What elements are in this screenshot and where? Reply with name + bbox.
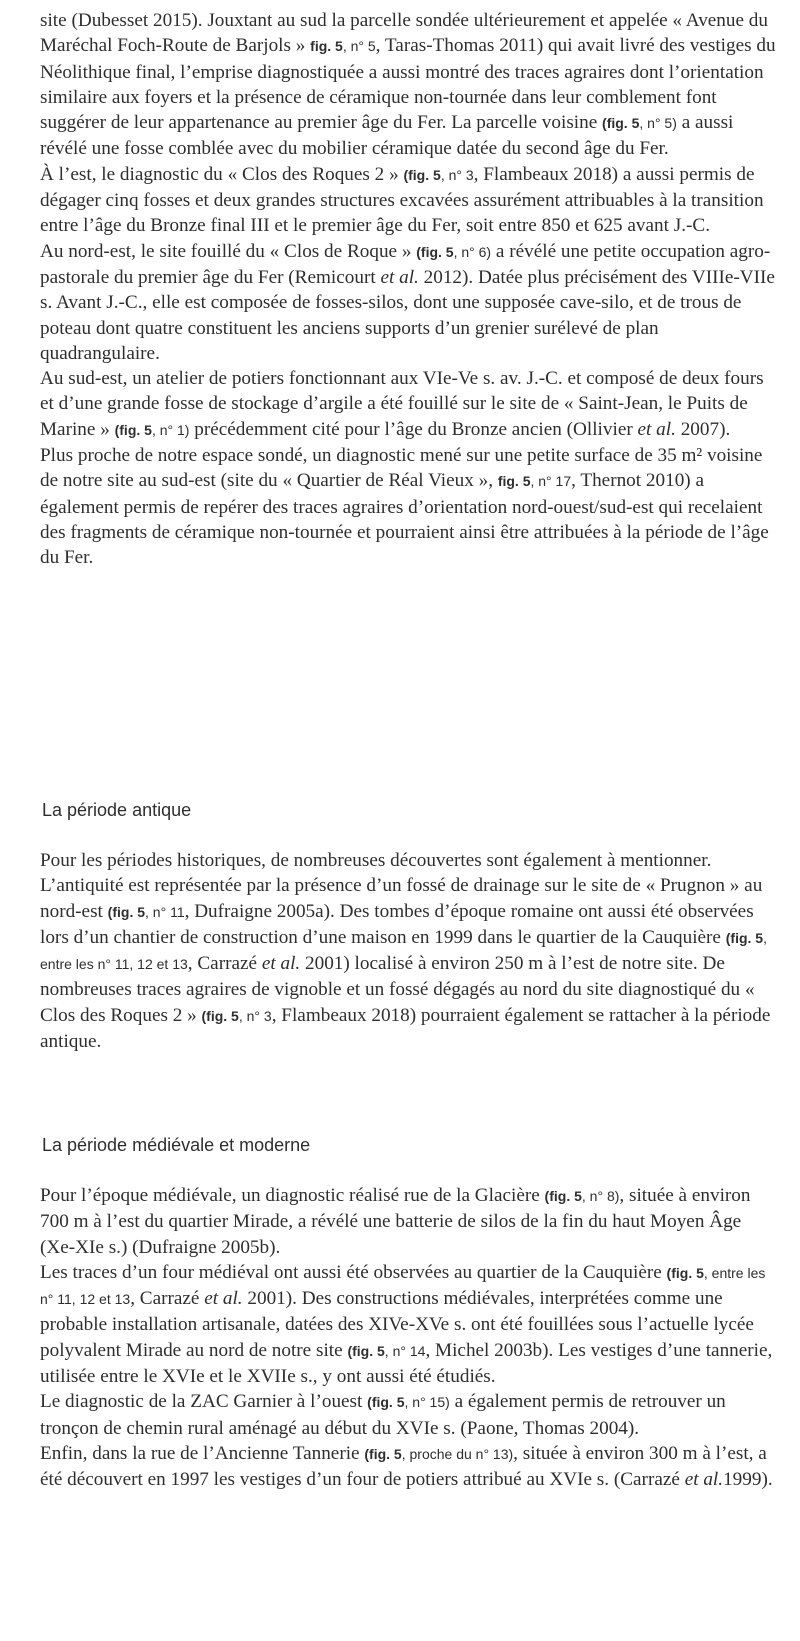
figure-reference [498, 473, 571, 489]
text-run: Pour l’époque médiévale, un diagnostic réalisé rue de la Glacière [40, 1185, 545, 1206]
italic-text: et al. [204, 1288, 243, 1310]
figure-label: (fig. 5 [347, 1342, 385, 1359]
figure-label: (fig. 5 [403, 166, 441, 183]
figure-number: , n° 3 [238, 1007, 272, 1024]
text-run: Le diagnostic de la ZAC Garnier à l’ouest [40, 1391, 368, 1413]
figure-label: (fig. 5 [114, 421, 152, 438]
text-run: Au nord-est, le site fouillé du « Clos de Roque » [40, 240, 417, 262]
text-run: Les traces d’un four médiéval ont aussi été observées au quartier de la Cauquière [40, 1261, 667, 1283]
paragraph [40, 162, 780, 239]
figure-number: , n° 6) [453, 243, 492, 260]
text-run: , Michel 2003b). Les vestiges d’une tannerie, utilisée entre le XVIe et le XVIIe s., y ont aussi été étudiés. [40, 1339, 773, 1388]
text-run: , située à environ 300 m à l’est, a été découvert en 1997 les vestiges d’un four de potiers attribué au XVIe s. (Carrazé [40, 1442, 767, 1491]
text-run: , Flambeaux 2018) pourraient également se rattacher à la période antique. [40, 1004, 771, 1053]
text-run: site (Dubesset 2015). Jouxtant au sud la parcelle sondée ultérieurement et appelée « Avenue du Maréchal Foch-Route de Barjols » [40, 10, 768, 57]
figure-label: (fig. 5 [725, 929, 764, 946]
figure-reference [602, 115, 677, 131]
paragraph [40, 1389, 780, 1441]
figure-label: (fig. 5 [602, 115, 640, 132]
figure-reference [403, 167, 473, 183]
text-run: Enfin, dans la rue de l’Ancienne Tannerie [40, 1442, 365, 1464]
paragraph [40, 1260, 780, 1389]
text-run: Pour les périodes historiques, de nombreuses découvertes sont également à mentionner. L’antiquité est représentée par la présence d’un fossé de drainage sur le site de « Prugnon » au nord-est [40, 850, 763, 922]
text-run: 2007). [675, 418, 731, 440]
figure-label: (fig. 5 [416, 243, 454, 260]
text-run: , Thernot 2010) a également permis de repérer des traces agraires d’orientation nord-ouest/sud-est qui recelaient des fragments de céramique non-tournée et pourraient ainsi être attribuées à la période de l’âge du Fer. [40, 470, 769, 569]
figure-reference [108, 904, 185, 920]
italic-text: et al. [684, 1469, 724, 1491]
text-run: a aussi révélé une fosse comblée avec du mobilier céramique datée du second âge du Fer. [40, 112, 734, 160]
paragraph [40, 366, 780, 443]
figure-label: fig. 5 [497, 473, 531, 490]
text-run: , Flambeaux 2018) a aussi permis de dégager cinq fosses et deux grandes structures excavées assurément attribuables à la transition entre l’âge du Bronze final III et le premier âge du Fer, soit entre 850 et 625 avant J.-C. [40, 163, 764, 237]
paragraph [40, 239, 780, 366]
figure-number: , n° 17 [530, 473, 572, 490]
text-run: a révélé une petite occupation agro-pastorale du premier âge du Fer (Remicourt [40, 240, 771, 288]
text-run: précédemment cité pour l’âge du Bronze ancien (Ollivier [189, 418, 638, 440]
figure-label: (fig. 5 [544, 1188, 582, 1204]
figure-label: (fig. 5 [666, 1264, 704, 1281]
figure-reference [115, 422, 190, 438]
figure-number: , n° 5) [639, 115, 677, 132]
figure-number: , n° 8) [581, 1188, 620, 1204]
figure-reference [347, 1343, 425, 1359]
figure-number: , proche du n° 13) [401, 1445, 514, 1462]
text-run: 2001) localisé à environ 250 m à l’est de notre site. De nombreuses traces agraires de vignoble et un fossé dégagés au nord du site diagnostiqué du « Clos des Roques 2 » [40, 953, 755, 1026]
text-run: 2001). Des constructions médiévales, interprétées comme une probable installation artisanale, datées des XIVe-XVe s. ont été fouillées sous l’actuelle lycée polyvalent Mirade au nord de notre site [40, 1288, 754, 1361]
figure-number: , n° 1) [151, 421, 190, 438]
figure-number: , n° 5 [342, 38, 376, 55]
text-run: , située à environ 700 m à l’est du quartier Mirade, a révélé une batterie de silos de la fin du haut Moyen Âge (Xe-XIe s.) (Dufraigne 2005b). [40, 1185, 751, 1258]
antique-section [40, 848, 780, 1054]
figure-number: , n° 14 [384, 1342, 426, 1359]
figure-number: , entre les n° 11, 12 et 13 [40, 1264, 766, 1308]
paragraph [40, 1183, 780, 1260]
figure-reference [416, 244, 491, 260]
figure-number: , n° 3 [440, 166, 474, 183]
iron-age-section [40, 8, 780, 571]
italic-text: et al. [637, 418, 676, 440]
figure-reference [364, 1446, 513, 1462]
text-run: À l’est, le diagnostic du « Clos des Roques 2 » [40, 163, 404, 185]
italic-text: et al. [261, 953, 301, 975]
text-run: , Taras-Thomas 2011) qui avait livré des vestiges du Néolithique final, l’emprise diagnostiquée a aussi montré des traces agraires dont l’orientation similaire aux foyers et la présence de céramique non-tournée dans leur comblement font suggérer de leur appartenance au premier âge du Fer. La parcelle voisine [40, 35, 776, 134]
text-run: Plus proche de notre espace sondé, un diagnostic mené sur une petite surface de 35 m² voisine de notre site au sud-est (site du « Quartier de Réal Vieux », [40, 445, 763, 492]
figure-label: (fig. 5 [364, 1445, 402, 1462]
section-heading-medieval: La période médiévale et moderne [42, 1135, 311, 1155]
medieval-section [40, 1183, 780, 1493]
figure-label: (fig. 5 [367, 1394, 405, 1411]
text-run: Au sud-est, un atelier de potiers fonctionnant aux VIe-Ve s. av. J.-C. et composé de deux fours et d’une grande fosse de stockage d’argile a été fouillé sur le site de « Saint-Jean, le Puits de Marine » [40, 368, 764, 440]
figure-number: , n° 15) [404, 1394, 450, 1411]
paragraph [40, 443, 780, 570]
figure-reference [367, 1394, 450, 1410]
italic-text: et al. [380, 266, 419, 288]
figure-reference [545, 1188, 620, 1204]
text-run: , Carrazé [187, 953, 262, 975]
text-run: a également permis de retrouver un tronçon de chemin rural aménagé au début du XVIe s. (Paone, Thomas 2004). [40, 1391, 726, 1439]
paragraph [40, 8, 780, 162]
figure-number: , entre les n° 11, 12 et 13 [40, 929, 767, 973]
text-run: 1999). [723, 1469, 773, 1491]
figure-reference [310, 38, 376, 54]
figure-label: (fig. 5 [107, 903, 146, 920]
figure-label: fig. 5 [310, 38, 343, 55]
paragraph [40, 1441, 780, 1493]
paragraph [40, 848, 780, 1054]
section-heading-antique: La période antique [42, 800, 192, 820]
figure-label: (fig. 5 [201, 1007, 239, 1024]
figure-reference [202, 1008, 272, 1024]
figure-number: , n° 11 [145, 903, 185, 920]
text-run: , Dufraigne 2005a). Des tombes d’époque romaine ont aussi été observées lors d’un chantier de construction d’une maison en 1999 dans le quartier de la Cauquière [40, 900, 754, 948]
text-run: , Carrazé [130, 1288, 205, 1310]
text-run: 2012). Datée plus précisément des VIIIe-VIIe s. Avant J.-C., elle est composée de fosses-silos, dont une supposée cave-silo, et de trous de poteau dont quatre constituent les anciens supports d’un grenier surélevé de plan quadrangulaire. [40, 266, 775, 364]
